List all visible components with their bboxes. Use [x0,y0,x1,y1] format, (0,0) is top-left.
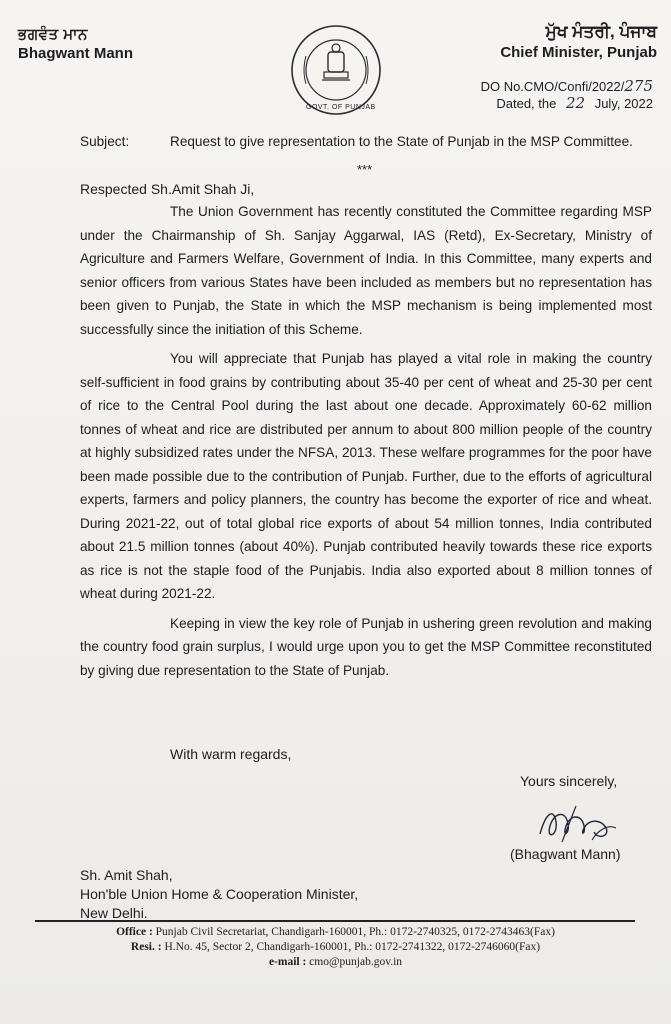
addressee-line-3: New Delhi. [80,905,148,921]
addressee-line-1: Sh. Amit Shah, [80,867,173,883]
letterhead-left [18,26,133,62]
email-text: cmo@punjab.gov.in [309,956,403,968]
paragraph-2: You will appreciate that Punjab has played a vital role in making the country self-sufficient in food grains by contributing about 35-40 per cent of wheat and 25-30 per cent of rice to the Central Pool during the last about one decade. Approximately 60-62 million tonnes of wheat and rice are distributed per annum to about 800 million people of the country at highly subsidized rates under the NFSA, 2013. These welfare programmes for the poor have been made possible due to the contribution of Punjab. Further, due to the efforts of agricultural experts, farmers and policy planners, the country has become the exporter of rice and wheat. During 2021-22, out of total global rice exports of about 54 million tonnes, India contributed about 21.5 million tonnes (about 40%). Punjab contributed heavily towards these rice exports as rice is not the staple food of the Punjabis. India also exported about 8 million tonnes of wheat during 2021-22. [80,351,652,601]
letter-body [80,200,652,688]
dated-prefix: Dated, the [496,96,557,111]
resi-text: H.No. 45, Sector 2, Chandigarh-160001, Ph.: 0172-2741322, 0172-2746060(Fax) [164,941,541,953]
office-text: Punjab Civil Secretariat, Chandigarh-160001, Ph.: 0172-2740325, 0172-2743463(Fax) [155,926,555,938]
name-english: Bhagwant Mann [18,45,133,62]
footer [0,925,671,970]
office-label: Office : [116,926,153,938]
paragraph-1: The Union Government has recently constituted the Committee regarding MSP under the Chairmanship of Sh. Sanjay Aggarwal, IAS (Retd), Ex-Secretary, Ministry of Agriculture and Farmers Welfare, Government of India. In this Committee, many experts and senior officers from various States have been included as members but no representation has been given to Punjab, the State in which the MSP mechanism is being implemented most successfully since the initiation of this Scheme. [80,204,652,337]
salutation: Respected Sh.Amit Shah Ji, [80,181,255,197]
name-punjabi: ਭਗਵੰਤ ਮਾਨ [18,26,88,43]
paragraph-3: Keeping in view the key role of Punjab in ushering green revolution and making the country food grain surplus, I would urge upon you to get the MSP Committee reconstituted by giving due representation to the State of Punjab. [80,615,652,678]
footer-office [0,925,671,940]
title-punjabi: ਮੁੱਖ ਮੰਤਰੀ, ਪੰਜਾਬ [545,22,657,41]
footer-divider [35,920,635,922]
dated-day: 22 [565,94,586,112]
do-number: 275 [624,77,653,95]
reference-block [481,78,653,112]
letterhead-right [500,22,657,61]
do-prefix: DO No.CMO/Confi/2022/ [480,79,625,94]
closing-regards: With warm regards, [170,746,292,762]
do-number-line [481,78,653,95]
seal-caption: GOVT. OF PUNJAB [306,104,376,111]
subject-text: Request to give representation to the State of Punjab in the MSP Committee. [170,134,633,149]
signatory-name: (Bhagwant Mann) [510,846,621,862]
signature-icon [532,800,622,850]
dated-line [481,95,653,112]
title-english: Chief Minister, Punjab [500,44,657,61]
footer-email [0,955,671,970]
addressee-block [80,866,358,923]
dated-month-year: July, 2022 [594,96,653,111]
addressee-line-2: Hon'ble Union Home & Cooperation Minister, [80,886,359,902]
closing-yours: Yours sincerely, [520,773,618,789]
footer-residence [0,940,671,955]
subject-label: Subject: [80,134,130,149]
email-label: e-mail : [268,956,307,968]
resi-label: Resi. : [130,941,162,953]
separator: *** [357,162,373,177]
